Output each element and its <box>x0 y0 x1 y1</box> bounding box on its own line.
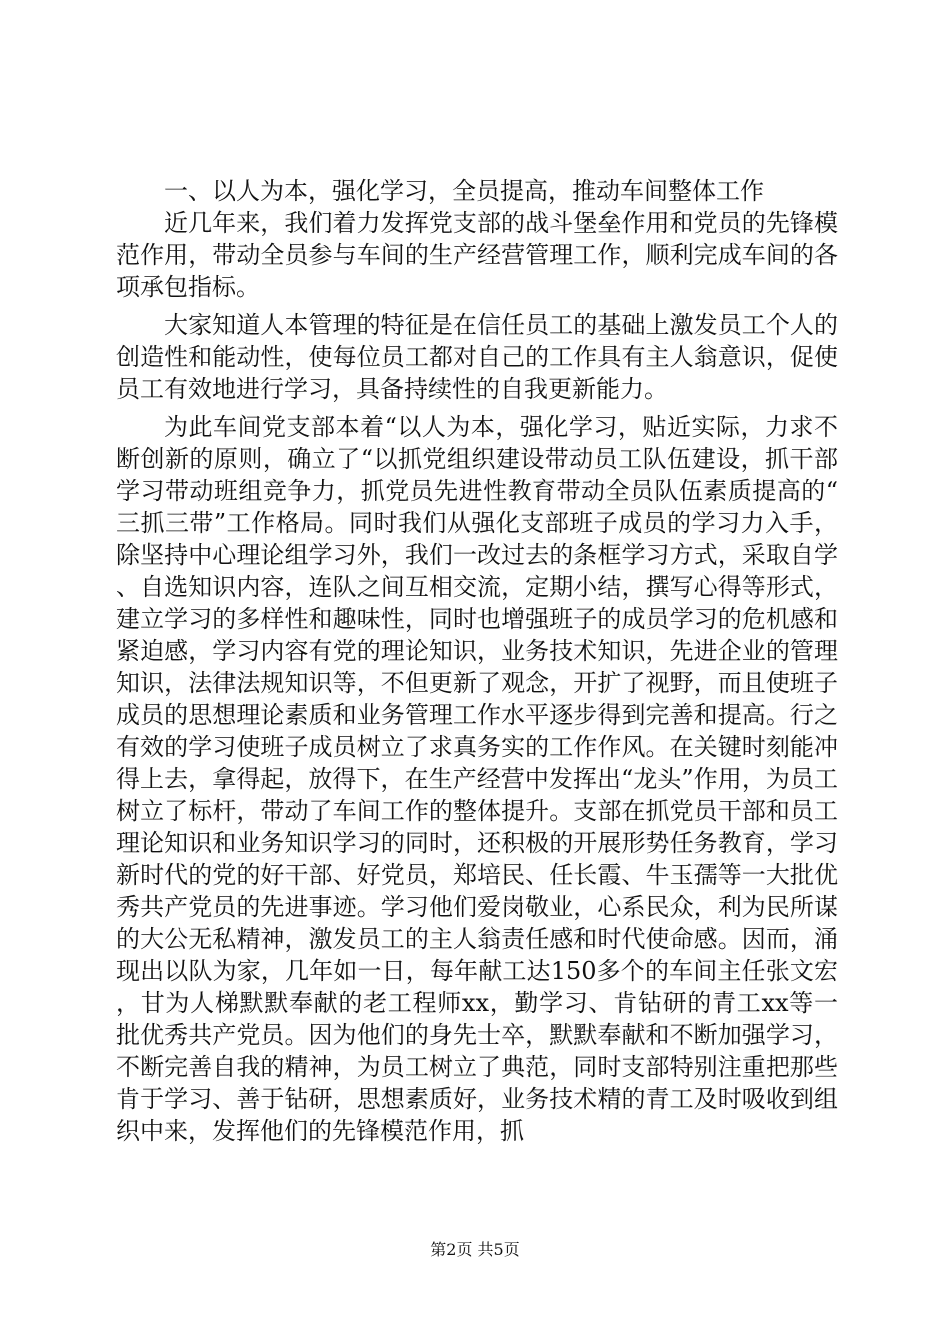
page-footer: 第2页 共5页 <box>430 1240 520 1259</box>
paragraph: 近几年来，我们着力发挥党支部的战斗堡垒作用和党员的先锋模范作用，带动全员参与车间的生产经营管理工作，顺利完成车间的各项承包指标。 <box>116 209 838 301</box>
section-heading: 一、以人为本，强化学习，全员提高，推动车间整体工作 <box>164 177 764 205</box>
paragraph: 为此车间党支部本着“以人为本，强化学习，贴近实际，力求不断创新的原则，确立了“以抓党组织建设带动员工队伍建设，抓干部学习带动班组竞争力，抓党员先进性教育带动全员队伍素质提高的“三抓三带”工作格局。同时我们从强化支部班子成员的学习力入手，除坚持中心理论组学习外，我们一改过去的条框学习方式，采取自学、自选知识内容，连队之间互相交流，定期小结，撰写心得等形式，建立学习的多样性和趣味性，同时也增强班子的成员学习的危机感和紧迫感，学习内容有党的理论知识，业务技术知识，先进企业的管理知识，法律法规知识等，不但更新了观念，开扩了视野，而且使班子成员的思想理论素质和业务管理工作水平逐步得到完善和提高。行之有效的学习使班子成员树立了求真务实的工作作风。在关键时刻能冲得上去，拿得起，放得下，在生产经营中发挥出“龙头”作用，为员工树立了标杆，带动了车间工作的整体提升。支部在抓党员干部和员工理论知识和业务知识学习的同时，还积极的开展形势任务教育，学习新时代的党的好干部、好党员，郑培民、任长霞、牛玉孺等一大批优秀共产党员的先进事迹。学习他们爱岗敬业，心系民众，利为民所谋的大公无私精神，激发员工的主人翁责任感和时代使命感。因而，涌现出以队为家，几年如一日，每年献工达150多个的车间主任张文宏，甘为人梯默默奉献的老工程师xx，勤学习、肯钻研的青工xx等一批优秀共产党员。因为他们的身先士卒，默默奉献和不断加强学习，不断完善自我的精神，为员工树立了典范，同时支部特别注重把那些肯于学习、善于钻研，思想素质好，业务技术精的青工及时吸收到组织中来，发挥他们的先锋模范作用，抓 <box>116 413 838 1145</box>
document-body <box>116 175 838 1147</box>
paragraph: 大家知道人本管理的特征是在信任员工的基础上激发员工个人的创造性和能动性，使每位员工都对自己的工作具有主人翁意识，促使员工有效地进行学习，具备持续性的自我更新能力。 <box>116 311 838 403</box>
